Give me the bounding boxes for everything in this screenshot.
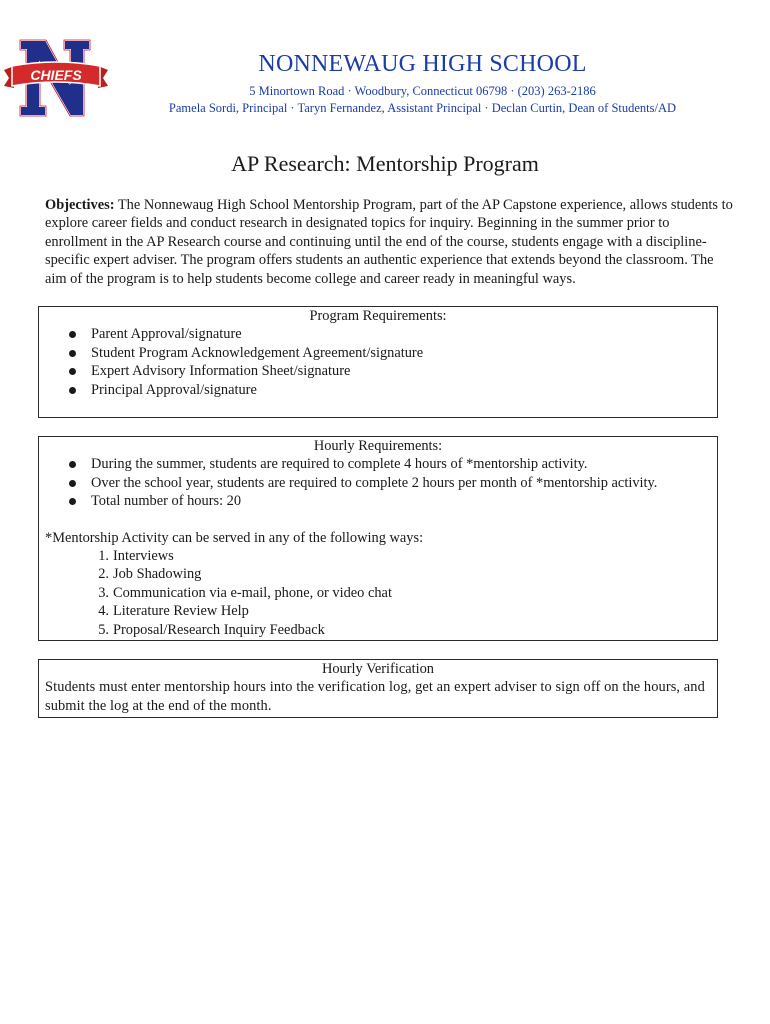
list-item: Over the school year, students are required to complete 2 hours per month of *mentorship activity. bbox=[67, 474, 717, 492]
letterhead bbox=[150, 50, 695, 117]
list-item bbox=[98, 621, 717, 639]
list-item: Expert Advisory Information Sheet/signature bbox=[67, 362, 717, 380]
list-item bbox=[98, 565, 717, 583]
list-number: 5. bbox=[98, 621, 109, 638]
hourly-verification-title: Hourly Verification bbox=[321, 661, 435, 677]
objectives-label: Objectives: bbox=[45, 197, 115, 213]
list-item-label: Literature Review Help bbox=[113, 603, 249, 620]
list-number: 4. bbox=[98, 603, 109, 620]
list-number: 2. bbox=[98, 566, 109, 583]
list-item: Total number of hours: 20 bbox=[67, 492, 717, 510]
list-number: 1. bbox=[98, 548, 109, 565]
school-address: 5 Minortown Road · Woodbury, Connecticut 06798 · (203) 263-2186 bbox=[249, 84, 596, 98]
school-name: NONNEWAUG HIGH SCHOOL bbox=[258, 51, 587, 77]
list-item-label: Job Shadowing bbox=[113, 566, 202, 583]
hourly-verification-box bbox=[38, 659, 718, 718]
list-item bbox=[98, 584, 717, 602]
hourly-requirements-title: Hourly Requirements: bbox=[313, 438, 443, 454]
activity-intro: *Mentorship Activity can be served in any of the following ways: bbox=[45, 529, 424, 546]
list-item bbox=[98, 602, 717, 620]
list-item-label: Communication via e-mail, phone, or video chat bbox=[113, 584, 392, 601]
hourly-requirements-list bbox=[39, 455, 717, 510]
objectives-paragraph bbox=[45, 196, 735, 288]
list-item: Student Program Acknowledgement Agreement/signature bbox=[67, 344, 717, 362]
program-requirements-title: Program Requirements: bbox=[309, 308, 447, 324]
list-item-label: Proposal/Research Inquiry Feedback bbox=[113, 621, 325, 638]
program-requirements-list bbox=[39, 325, 717, 399]
list-number: 3. bbox=[98, 584, 109, 601]
program-requirements-box bbox=[38, 306, 718, 418]
hourly-verification-text: Students must enter mentorship hours into the verification log, get an expert adviser to sign off on the hours, and submit the log at the end of the month. bbox=[45, 679, 705, 714]
list-item: Principal Approval/signature bbox=[67, 381, 717, 399]
activity-list bbox=[39, 547, 717, 639]
page-title: AP Research: Mentorship Program bbox=[231, 151, 539, 176]
list-item: Parent Approval/signature bbox=[67, 325, 717, 343]
chiefs-logo bbox=[4, 36, 108, 120]
list-item-label: Interviews bbox=[113, 548, 174, 565]
school-staff: Pamela Sordi, Principal · Taryn Fernandez, Assistant Principal · Declan Curtin, Dean of Students/AD bbox=[168, 101, 677, 115]
list-item: During the summer, students are required to complete 4 hours of *mentorship activity. bbox=[67, 455, 717, 473]
list-item bbox=[98, 547, 717, 565]
objectives-text: The Nonnewaug High School Mentorship Program, part of the AP Capstone experience, allows students to explore career fields and conduct research in designated topics for inquiry. Beginning in the summer prior to enrollment in the AP Research course and continuing until the end of the course, students engage with a discipline-specific expert adviser. The program offers students an authentic experience that extends beyond the classroom. The aim of the program is to help students become college and career ready in meaningful ways. bbox=[45, 197, 733, 287]
hourly-requirements-box bbox=[38, 436, 718, 641]
logo-text: CHIEFS bbox=[30, 67, 82, 83]
